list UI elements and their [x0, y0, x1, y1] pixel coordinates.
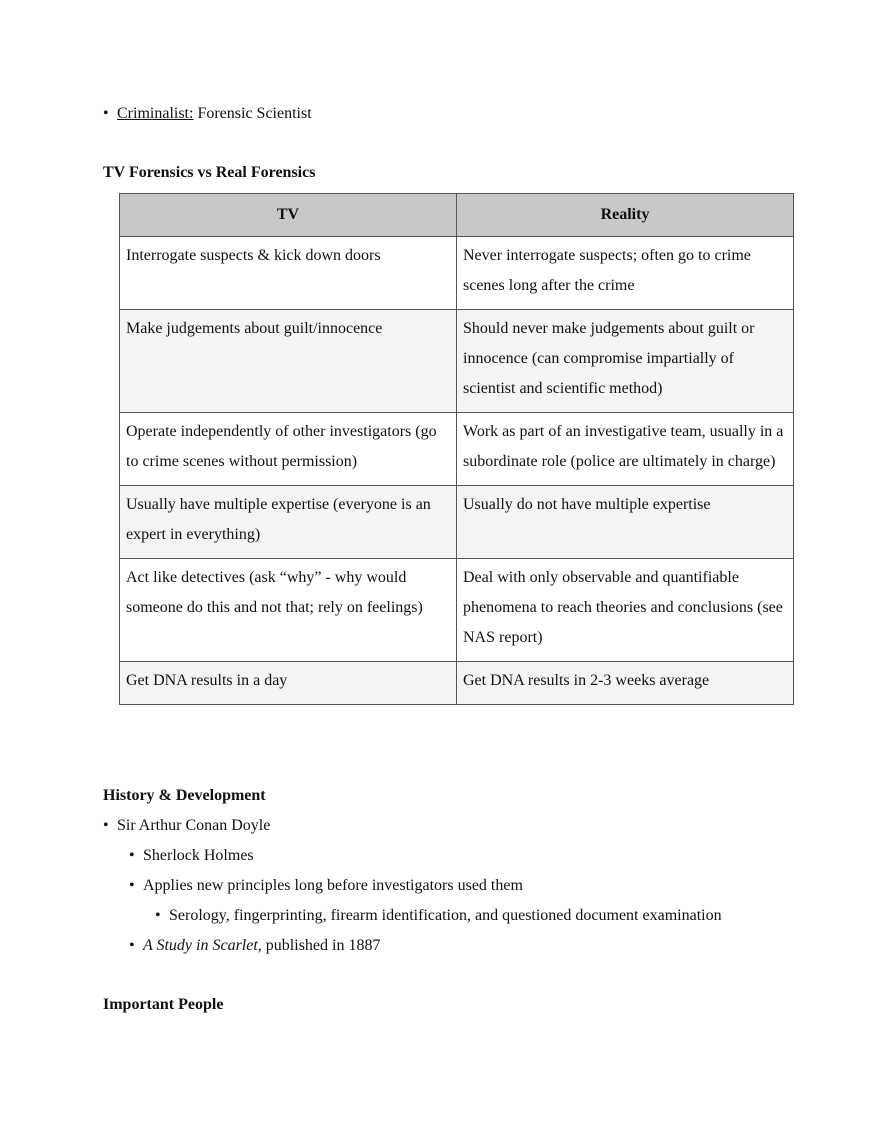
- bullet-icon: •: [103, 817, 109, 834]
- table-cell-reality: Get DNA results in 2-3 weeks average: [457, 662, 794, 705]
- bullet-icon: •: [129, 847, 135, 864]
- list-item-text: , published in 1887: [257, 937, 381, 954]
- table-cell-tv: Operate independently of other investigators (go to crime scenes without permission): [120, 413, 457, 486]
- table-row: [120, 486, 794, 559]
- table-cell-tv: Act like detectives (ask “why” - why would someone do this and not that; rely on feelings): [120, 559, 457, 662]
- criminalist-bullet: [103, 104, 312, 124]
- table-row: [120, 413, 794, 486]
- table-row: [120, 662, 794, 705]
- column-header-reality: Reality: [457, 194, 794, 237]
- important-people-heading: Important People: [103, 996, 224, 1013]
- list-item: [155, 906, 722, 926]
- table-row: [120, 237, 794, 310]
- criminalist-definition: Forensic Scientist: [193, 105, 312, 122]
- table-cell-tv: Usually have multiple expertise (everyone is an expert in everything): [120, 486, 457, 559]
- table-cell-reality: Usually do not have multiple expertise: [457, 486, 794, 559]
- bullet-icon: •: [155, 907, 161, 924]
- comparison-heading: TV Forensics vs Real Forensics: [103, 164, 316, 181]
- table-cell-tv: Make judgements about guilt/innocence: [120, 310, 457, 413]
- list-item: [129, 876, 523, 896]
- table-cell-reality: Should never make judgements about guilt or innocence (can compromise impartially of scientist and scientific method): [457, 310, 794, 413]
- bullet-icon: •: [103, 105, 109, 122]
- table-cell-reality: Deal with only observable and quantifiable phenomena to reach theories and conclusions (see NAS report): [457, 559, 794, 662]
- table-cell-reality: Never interrogate suspects; often go to crime scenes long after the crime: [457, 237, 794, 310]
- table-header-row: [120, 194, 794, 237]
- list-item-text: Sir Arthur Conan Doyle: [117, 817, 271, 834]
- bullet-icon: •: [129, 877, 135, 894]
- column-header-tv: TV: [120, 194, 457, 237]
- history-heading: History & Development: [103, 787, 266, 804]
- table-cell-reality: Work as part of an investigative team, usually in a subordinate role (police are ultimately in charge): [457, 413, 794, 486]
- table-row: [120, 310, 794, 413]
- tv-vs-reality-table: [119, 193, 794, 705]
- book-title: A Study in Scarlet: [143, 937, 258, 954]
- criminalist-term: Criminalist:: [117, 105, 194, 122]
- list-item: [103, 816, 270, 836]
- list-item-text: Sherlock Holmes: [143, 847, 254, 864]
- table-cell-tv: Get DNA results in a day: [120, 662, 457, 705]
- list-item-text: Applies new principles long before investigators used them: [143, 877, 523, 894]
- table-cell-tv: Interrogate suspects & kick down doors: [120, 237, 457, 310]
- list-item: [129, 936, 380, 956]
- bullet-icon: •: [129, 937, 135, 954]
- table-row: [120, 559, 794, 662]
- list-item: [129, 846, 254, 866]
- list-item-text: Serology, fingerprinting, firearm identification, and questioned document examination: [169, 907, 722, 924]
